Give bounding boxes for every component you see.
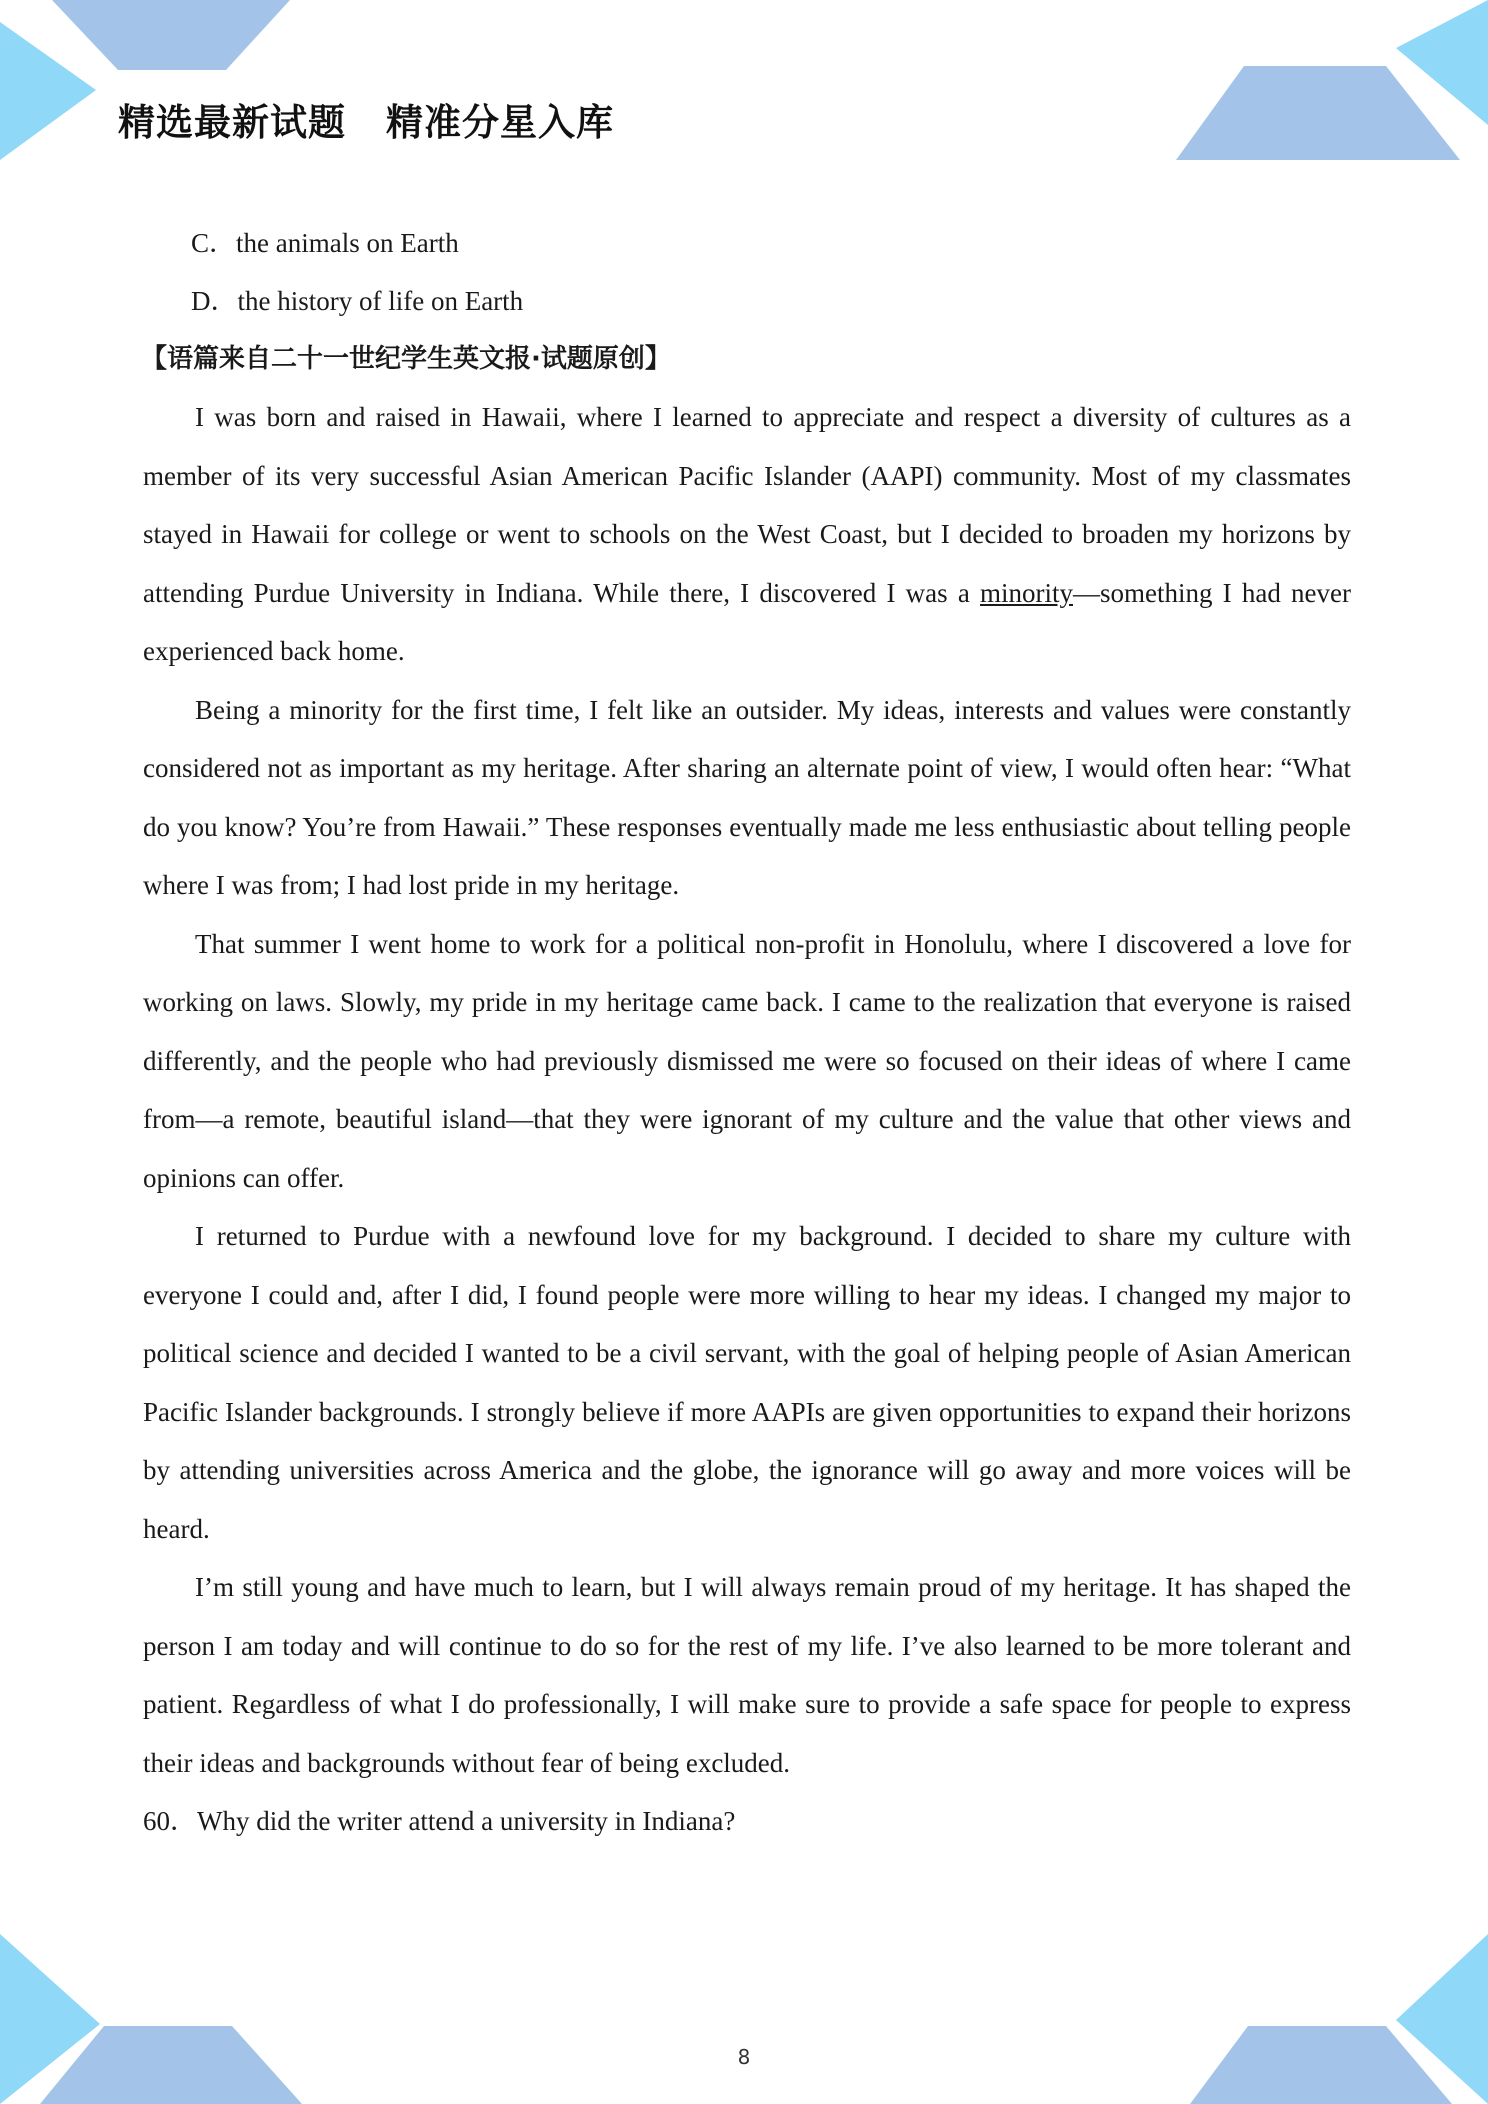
passage-paragraph-2: Being a minority for the first time, I felt like an outsider. My ideas, interests and values were constantly considered not as important as my heritage. After sharing an alternate point of view, I would often hear: “What do you know? You’re from Hawaii.” These responses eventually made me less enthusiastic about telling people where I was from; I had lost pride in my heritage. [143,694,1351,900]
paragraph-1-text-after: —something I had never experienced back home. [143,577,1351,666]
passage-paragraph-3: That summer I went home to work for a political non-profit in Honolulu, where I discovered a love for working on laws. Slowly, my pride in my heritage came back. I came to the realization that everyone is raised differently, and the people who had previously dismissed me were so focused on their ideas of where I came from—a remote, beautiful island—that they were ignorant of my culture and the value that other views and opinions can offer. [143,928,1351,1193]
top-left-light-triangle [0,22,96,160]
passage-paragraph-1 [143,388,1351,681]
bottom-right-light-triangle [1396,1934,1488,2104]
header-title [118,92,614,146]
option-text: the history of life on Earth [237,286,524,316]
question-number: 60． [143,1806,197,1836]
header-title-part-2: 精准分星入库 [386,101,614,144]
option-c [143,214,1351,272]
underlined-word: minority [980,577,1073,608]
option-letter: C． [191,228,237,258]
question-text: Why did the writer attend a university in Indiana? [197,1806,736,1836]
page-number: 8 [737,2045,751,2069]
document-body [143,214,1351,1850]
top-right-decoration [1176,0,1488,160]
top-right-blue-trapezoid [1176,66,1460,160]
bottom-left-light-triangle [0,1934,100,2104]
header-title-part-1: 精选最新试题 [118,101,346,144]
top-right-light-triangle [1396,0,1488,125]
source-note: 【语篇来自二十一世纪学生英文报·试题原创】 [141,344,671,374]
passage-paragraph-4: I returned to Purdue with a newfound love for my background. I decided to share my culture with everyone I could and, after I did, I found people were more willing to hear my ideas. I changed my major to political science and decided I wanted to be a civil servant, with the goal of helping people of Asian American Pacific Islander backgrounds. I strongly believe if more AAPIs are given opportunities to expand their horizons by attending universities across America and the globe, the ignorance will go away and more voices will be heard. [143,1221,1351,1544]
paragraph-1-text-before: I was born and raised in Hawaii, where I learned to appreciate and respect a diversity of cultures as a member of its very successful Asian American Pacific Islander (AAPI) community. Most of my classmates stayed in Hawaii for college or went to schools on the West Coast, but I decided to broaden my horizons by attending Purdue University in Indiana. While there, I discovered I was a [143,402,1351,608]
question-60 [143,1792,1351,1850]
top-left-blue-trapezoid [52,0,290,70]
option-text: the animals on Earth [236,228,459,258]
bottom-left-decoration [0,1934,302,2104]
option-letter: D． [191,286,238,316]
bottom-right-decoration [1190,1934,1488,2104]
option-d [143,272,1351,330]
passage-paragraph-5: I’m still young and have much to learn, but I will always remain proud of my heritage. It has shaped the person I am today and will continue to do so for the rest of my life. I’ve also learned to be more tolerant and patient. Regardless of what I do professionally, I will make sure to provide a safe space for people to express their ideas and backgrounds without fear of being excluded. [143,1572,1351,1778]
